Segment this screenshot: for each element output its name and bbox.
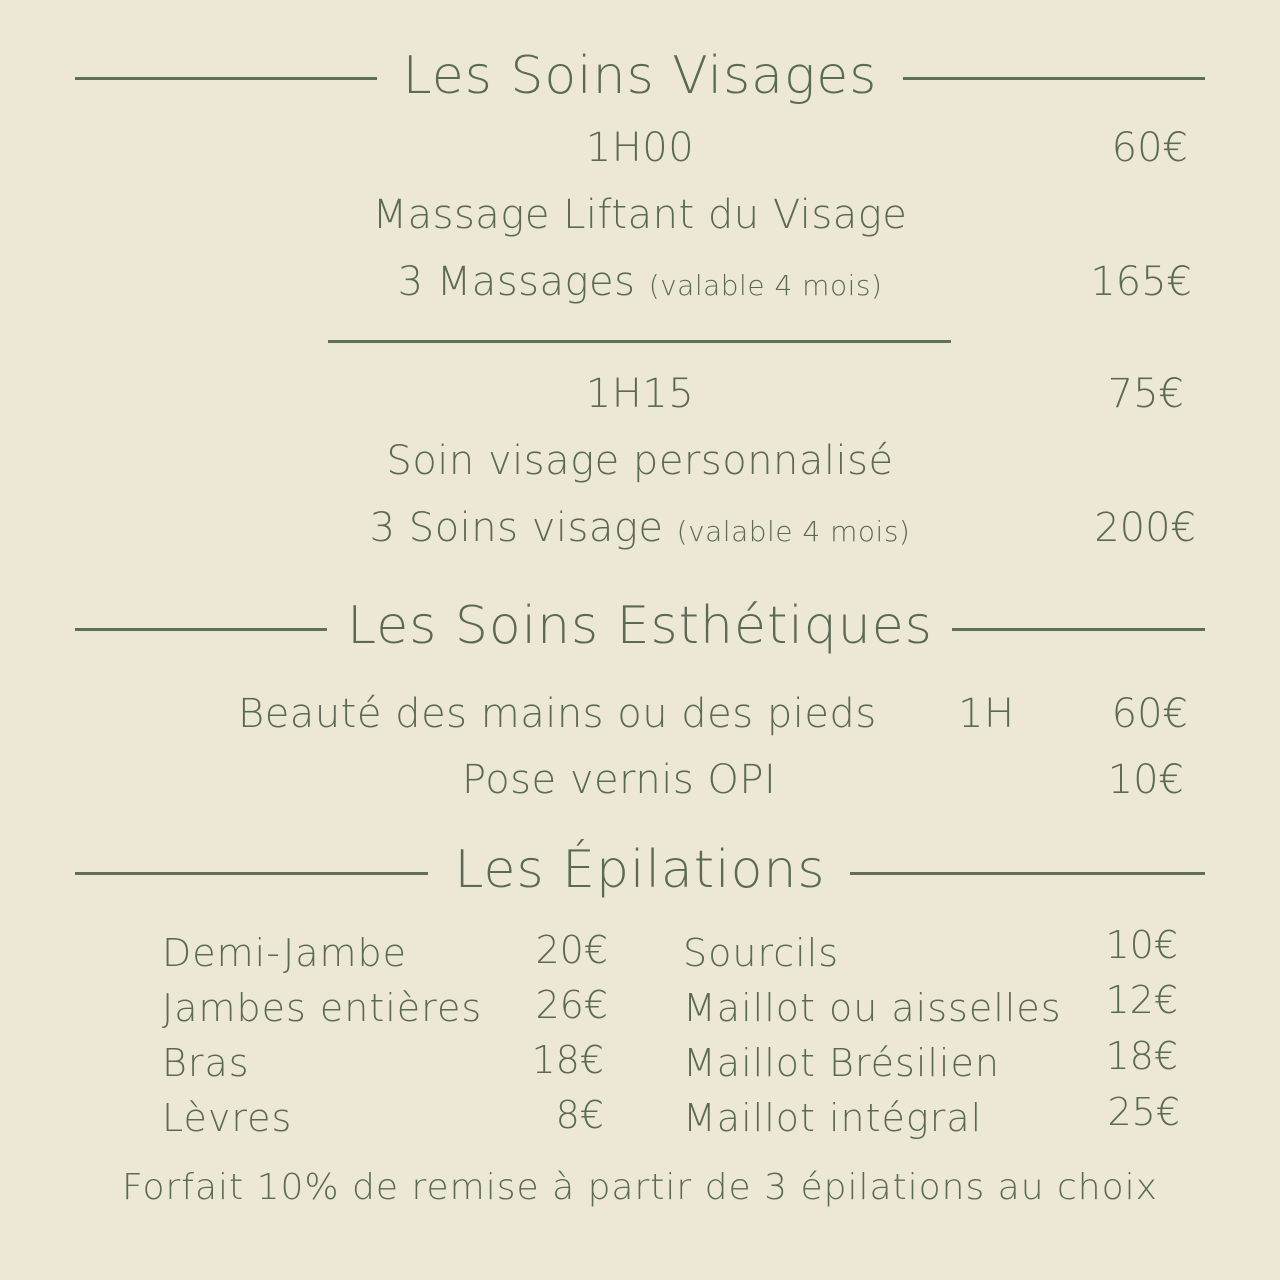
epilation-left-name: Demi-Jambe	[162, 931, 408, 975]
visages-block1-package-note: (valable 4 mois)	[648, 269, 883, 302]
esthetiques-item-duration: 1H	[958, 691, 1015, 737]
esthetiques-item-price: 10€	[1107, 757, 1184, 803]
visages-block2-duration: 1H15	[585, 371, 695, 417]
epilation-left-name: Bras	[162, 1041, 250, 1085]
epilations-rule-right	[850, 872, 1205, 875]
visages-block1-name: Massage Liftant du Visage	[372, 192, 908, 238]
visages-block1-duration-price: 60€	[1111, 125, 1188, 171]
epilation-right-price: 25€	[1107, 1090, 1180, 1134]
epilation-left-name: Lèvres	[162, 1096, 293, 1140]
visages-block2-package-price: 200€	[1094, 505, 1196, 551]
epilation-right-name: Maillot Brésilien	[683, 1041, 1000, 1085]
visages-block1-duration: 1H00	[585, 125, 695, 171]
visages-block2-duration-price: 75€	[1107, 371, 1184, 417]
epilation-right-price: 10€	[1105, 923, 1178, 967]
visages-rule-left	[75, 77, 377, 80]
epilation-right-price: 12€	[1105, 978, 1178, 1022]
section-title-epilations: Les Épilations	[454, 840, 826, 900]
visages-block1-package: 3 Massages	[397, 259, 636, 305]
esthetiques-rule-right	[952, 628, 1205, 631]
section-title-visages: Les Soins Visages	[402, 46, 878, 106]
visages-block2-package: 3 Soins visage	[369, 505, 664, 551]
visages-rule-right	[903, 77, 1205, 80]
epilation-left-price: 20€	[535, 928, 608, 972]
visages-divider	[328, 340, 951, 343]
epilation-left-price: 8€	[555, 1093, 604, 1137]
epilation-left-name: Jambes entières	[162, 986, 483, 1030]
epilation-left-price: 18€	[531, 1038, 604, 1082]
section-title-esthetiques: Les Soins Esthétiques	[347, 596, 933, 656]
visages-block1-package-price: 165€	[1090, 259, 1192, 305]
visages-block2-name: Soin visage personnalisé	[386, 438, 894, 484]
visages-block2-package-note: (valable 4 mois)	[676, 515, 911, 548]
epilations-footer-note: Forfait 10% de remise à partir de 3 épilations au choix	[122, 1167, 1158, 1208]
esthetiques-item-name: Pose vernis OPI	[462, 757, 777, 803]
epilation-right-price: 18€	[1105, 1034, 1178, 1078]
epilation-left-price: 26€	[535, 983, 608, 1027]
epilations-rule-left	[75, 872, 428, 875]
esthetiques-item-price: 60€	[1111, 691, 1188, 737]
epilation-right-name: Maillot ou aisselles	[683, 986, 1062, 1030]
epilation-right-name: Maillot intégral	[683, 1096, 983, 1140]
epilation-right-name: Sourcils	[683, 931, 840, 975]
esthetiques-rule-left	[75, 628, 327, 631]
esthetiques-item-name: Beauté des mains ou des pieds	[238, 691, 877, 737]
